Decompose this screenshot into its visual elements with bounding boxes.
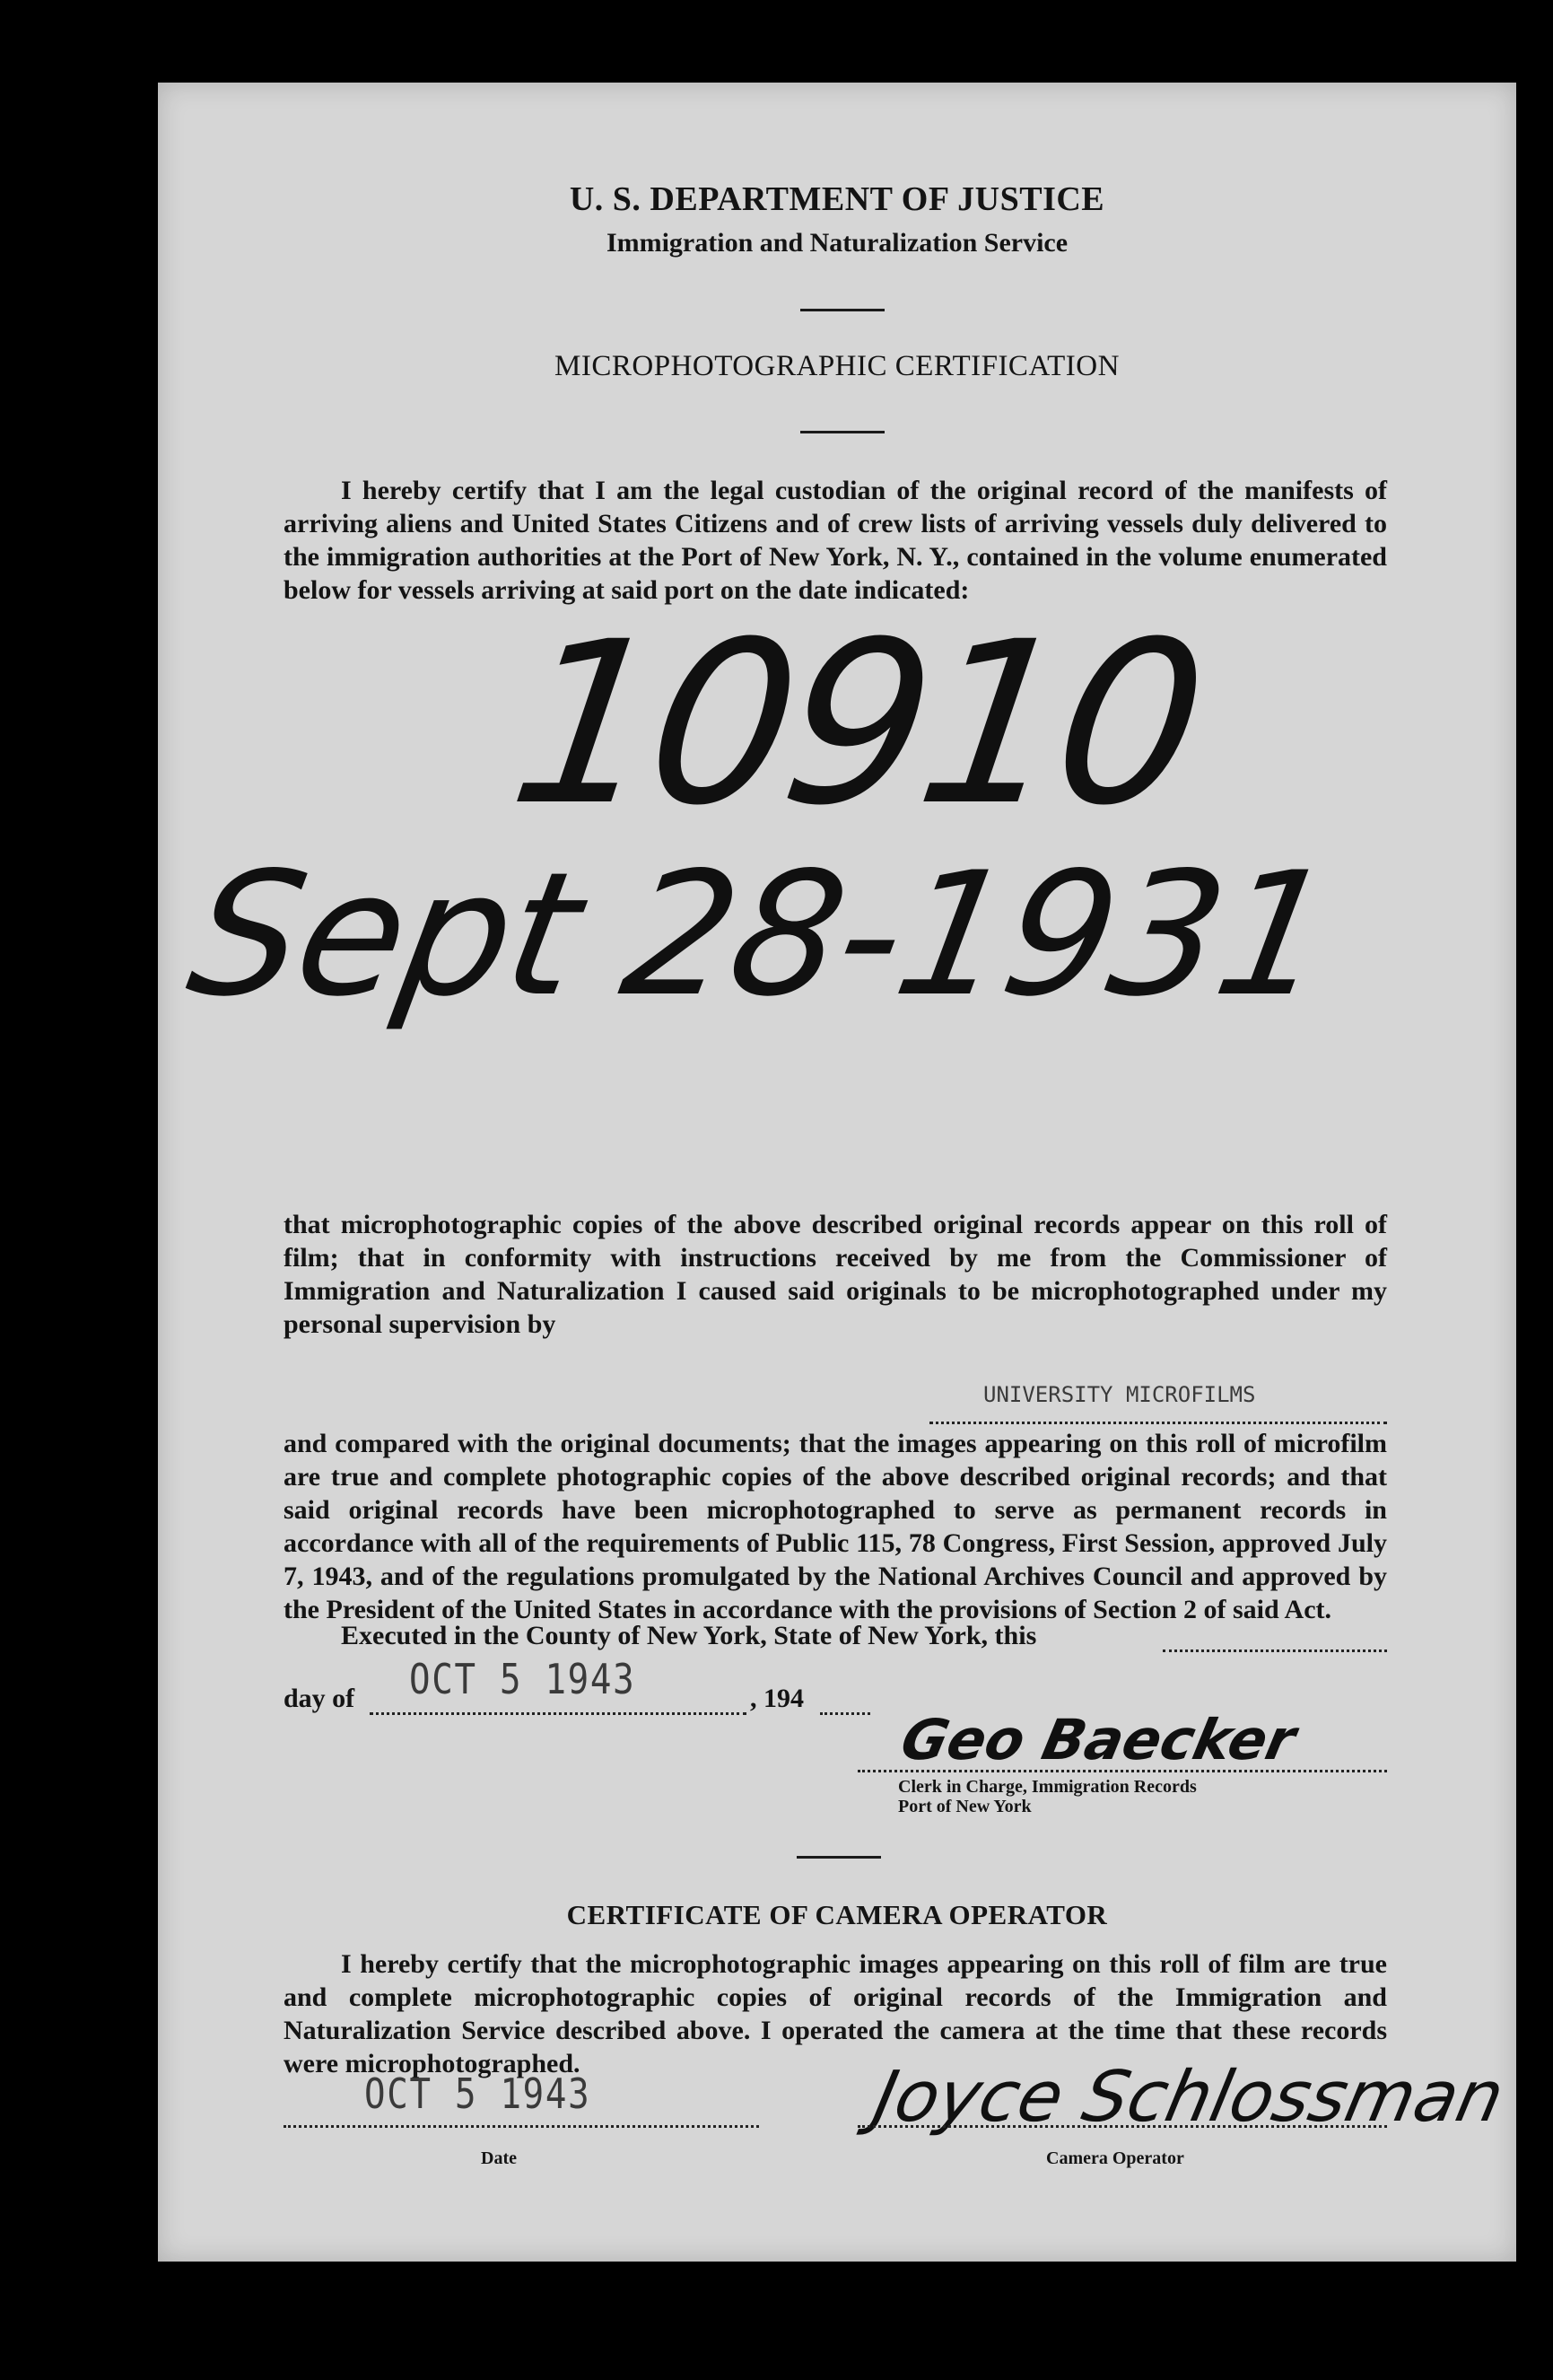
body-text-2: and compared with the original documents; that the images appearing on this roll of microfilm are true and complete photographic copies of the above described original records; and that said original records have been microphotographed to serve as permanent records in accordance with all of the requirements of Public 115, 78 Congress, First Session, approved July 7, 1943, and of the regulations promulgated by the National Archives Council and approved by the President of the United States in accordance with the provisions of Section 2 of said Act.	[284, 1429, 1387, 1624]
supervisor-typed-name: UNIVERSITY MICROFILMS	[983, 1382, 1256, 1407]
department-heading: U. S. DEPARTMENT OF JUSTICE	[569, 180, 1105, 218]
divider	[800, 431, 885, 433]
intro-text: I hereby certify that I am the legal custodian of the original record of the manifests of arriving aliens and United States Citizens and of crew lists of arriving vessels duly delivered to the immigration authorities at the Port of New York, N. Y., contained in the volume enumerated below for vessels arriving at said port on the date indicated:	[284, 476, 1387, 605]
body-paragraph-2	[284, 1427, 1387, 1626]
certificate-page	[158, 83, 1516, 2262]
day-of-dotted-line	[370, 1702, 746, 1715]
clerk-title-line1: Clerk in Charge, Immigration Records	[898, 1777, 1197, 1797]
body-paragraph-1	[284, 1208, 1387, 1341]
clerk-signature-line	[858, 1763, 1387, 1772]
certification-title: MICROPHOTOGRAPHIC CERTIFICATION	[554, 350, 1120, 382]
handwritten-arrival-date: Sept 28-1931	[176, 836, 1345, 1034]
divider	[797, 1856, 881, 1859]
clerk-title	[898, 1777, 1197, 1816]
executed-text: Executed in the County of New York, State of New York, this	[341, 1621, 1037, 1650]
executed-dotted-line	[1163, 1639, 1387, 1652]
operator-dotted-line	[858, 2118, 1387, 2128]
camera-operator-label: Camera Operator	[1046, 2148, 1184, 2168]
executed-line	[341, 1619, 1036, 1652]
camera-certificate-title: CERTIFICATE OF CAMERA OPERATOR	[566, 1899, 1108, 1930]
camera-text: I hereby certify that the microphotographic images appearing on this roll of film are true and complete microphotographic copies of original records of the Immigration and Naturalization Service described above. I operated the camera at the time that these records were microphotographed.	[284, 1949, 1387, 2078]
year-label: , 194	[750, 1684, 804, 1713]
intro-paragraph	[284, 474, 1387, 607]
clerk-title-line2: Port of New York	[898, 1797, 1032, 1816]
date-dotted-line	[284, 2118, 759, 2128]
date-label: Date	[481, 2148, 517, 2168]
camera-operator-signature: Joyce Schlossman	[867, 2057, 1511, 2138]
divider	[800, 309, 885, 311]
handwritten-volume-number: 10910	[498, 593, 1213, 854]
clerk-signature: Geo Baecker	[895, 1707, 1302, 1772]
year-dotted-line	[820, 1702, 870, 1715]
camera-stamped-date: OCT 5 1943	[364, 2069, 591, 2118]
day-of-label: day of	[284, 1684, 355, 1713]
service-subheading: Immigration and Naturalization Service	[606, 228, 1069, 258]
day-of-stamped-date: OCT 5 1943	[409, 1655, 636, 1703]
body-text-1: that microphotographic copies of the above described original records appear on this roll of film; that in conformity with instructions received by me from the Commissioner of Immigration and Naturalization I caused said originals to be microphotographed under my personal supervision by	[284, 1210, 1387, 1339]
